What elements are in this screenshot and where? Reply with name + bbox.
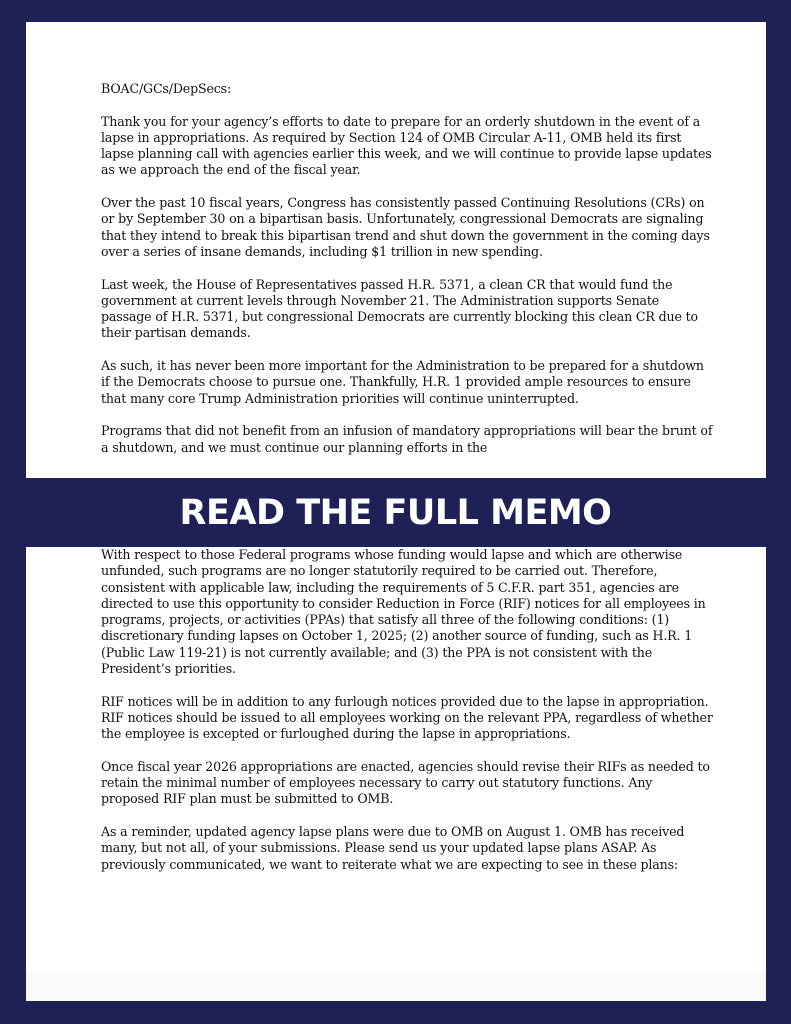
- memo-salutation: BOAC/GCs/DepSecs:: [101, 81, 232, 96]
- memo-paragraph: RIF notices will be in addition to any furlough notices provided due to the lapse in appropriation. RIF notices should be issued to all employees working on the relevant PPA, regardless of whether the employee is excepted or furloughed during the lapse in appropriations.: [101, 693, 713, 742]
- memo-paragraph: Once fiscal year 2026 appropriations are enacted, agencies should revise their RIFs as needed to retain the minimal number of employees necessary to carry out statutory functions. Any proposed RIF plan must be submitted to OMB.: [101, 758, 710, 807]
- memo-paragraph: As a reminder, updated agency lapse plans were due to OMB on August 1. OMB has received many, but not all, of your submissions. Please send us your updated lapse plans ASAP. As previously communicated, we want to reiterate what we are expecting to see in these plans:: [101, 824, 685, 872]
- memo-page-bottom: [26, 547, 766, 1001]
- memo-top-text: [101, 81, 713, 472]
- memo-paragraph: With respect to those Federal programs whose funding would lapse and which are otherwise unfunded, such programs are no longer statutorily required to be carried out. Therefore, consistent with applicable law, including the requirements of 5 C.F.R. part 351, agencies are directed to use this opportunity to consider Reduction in Force (RIF) notices for all employees in programs, projects, or activities (PPAs) that satisfy all three of the following conditions: (1) discretionary funding lapses on October 1, 2025; (2) another source of funding, such as H.R. 1 (Public Law 119-21) is not currently available; and (3) the PPA is not consistent with the President’s priorities.: [101, 547, 706, 677]
- memo-page-top: [26, 22, 766, 478]
- read-full-memo-banner[interactable]: READ THE FULL MEMO: [179, 492, 612, 533]
- memo-paragraph: Over the past 10 fiscal years, Congress has consistently passed Continuing Resolutions (CRs) on or by September 30 on a bipartisan basis. Unfortunately, congressional Democrats are signaling that they intend to break this bipartisan trend and shut down the government in the coming days over a series of insane demands, including $1 trillion in new spending.: [101, 195, 710, 259]
- memo-paragraph: As such, it has never been more important for the Administration to be prepared for a shutdown if the Democrats choose to pursue one. Thankfully, H.R. 1 provided ample resources to ensure that many core Trump Administration priorities will continue uninterrupted.: [101, 358, 704, 406]
- memo-paragraph: Programs that did not benefit from an infusion of mandatory appropriations will bear the brunt of a shutdown, and we must continue our planning efforts in the: [101, 423, 713, 455]
- memo-paragraph: Last week, the House of Representatives passed H.R. 5371, a clean CR that would fund the government at current levels through November 21. The Administration supports Senate passage of H.R. 5371, but congressional Democrats are currently blocking this clean CR due to their partisan demands.: [101, 276, 698, 341]
- memo-paragraph: Thank you for your agency’s efforts to date to prepare for an orderly shutdown in the event of a lapse in appropriations. As required by Section 124 of OMB Circular A-11, OMB held its first lapse planning call with agencies earlier this week, and we will continue to provide lapse updates as we approach the end of the fiscal year.: [101, 113, 712, 178]
- memo-bottom-text: [101, 547, 713, 889]
- page-footer-strip: [26, 971, 766, 1001]
